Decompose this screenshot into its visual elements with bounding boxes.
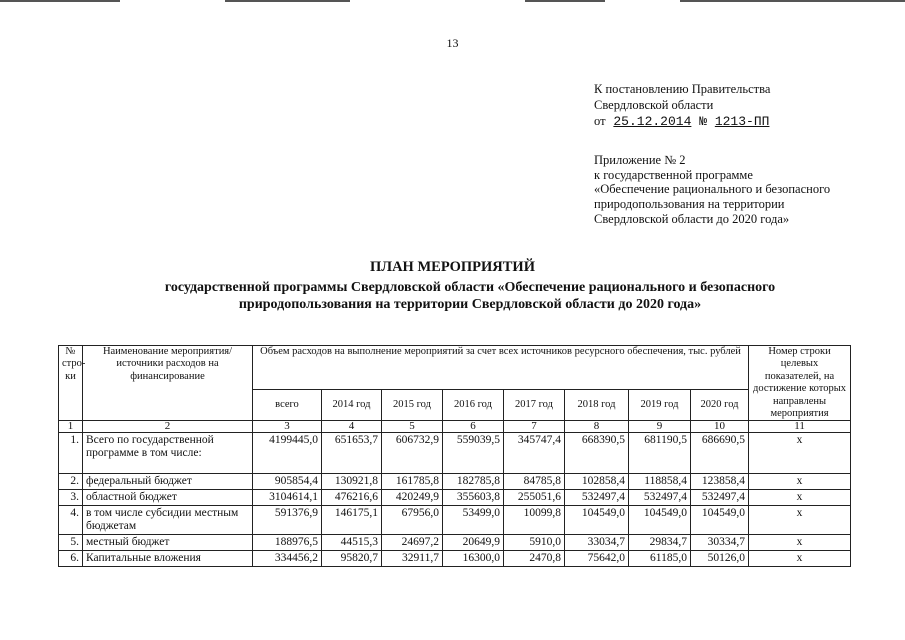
row-value: 146175,1 bbox=[322, 506, 382, 535]
row-value: 4199445,0 bbox=[253, 433, 322, 474]
table-row bbox=[59, 474, 851, 490]
table-row bbox=[59, 490, 851, 506]
row-name: в том числе субсидии местным бюджетам bbox=[83, 506, 253, 535]
row-value: 559039,5 bbox=[443, 433, 504, 474]
top-edge-line bbox=[680, 0, 905, 2]
row-number: 4. bbox=[59, 506, 83, 535]
row-name: Капитальные вложения bbox=[83, 551, 253, 567]
header-year: 2018 год bbox=[565, 390, 629, 421]
row-value: 130921,8 bbox=[322, 474, 382, 490]
appendix-line: Свердловской области до 2020 года» bbox=[594, 211, 790, 226]
row-value: 532497,4 bbox=[629, 490, 691, 506]
column-number: 9 bbox=[629, 421, 691, 433]
row-value: 104549,0 bbox=[629, 506, 691, 535]
row-name: федеральный бюджет bbox=[83, 474, 253, 490]
row-value: 104549,0 bbox=[565, 506, 629, 535]
row-value: 188976,5 bbox=[253, 535, 322, 551]
row-value: 53499,0 bbox=[443, 506, 504, 535]
resolution-date-line bbox=[594, 113, 770, 130]
appendix-line: к государственной программе bbox=[594, 167, 753, 182]
plan-title: ПЛАН МЕРОПРИЯТИЙ bbox=[370, 259, 535, 275]
row-value: 95820,7 bbox=[322, 551, 382, 567]
row-value: 681190,5 bbox=[629, 433, 691, 474]
header-row-no: № стро-ки bbox=[59, 346, 83, 421]
row-value: 33034,7 bbox=[565, 535, 629, 551]
row-value: 30334,7 bbox=[691, 535, 749, 551]
header-volume: Объем расходов на выполнение мероприятий за счет всех источников ресурсного обеспечения, тыс. рублей bbox=[253, 346, 749, 390]
plan-subtitle: государственной программы Свердловской области «Обеспечение рационального и безопасного природопользования на территории Свердловской области до 2020 года» bbox=[164, 280, 776, 312]
row-value: 44515,3 bbox=[322, 535, 382, 551]
row-value: 355603,8 bbox=[443, 490, 504, 506]
row-target: х bbox=[749, 535, 851, 551]
row-number: 5. bbox=[59, 535, 83, 551]
row-number: 2. bbox=[59, 474, 83, 490]
column-number: 4 bbox=[322, 421, 382, 433]
row-name: Всего по государственной программе в том числе: bbox=[83, 433, 253, 474]
resolution-line: Свердловской области bbox=[594, 98, 714, 112]
top-edge-line bbox=[225, 0, 350, 2]
row-value: 686690,5 bbox=[691, 433, 749, 474]
row-target: х bbox=[749, 551, 851, 567]
row-value: 61185,0 bbox=[629, 551, 691, 567]
row-value: 84785,8 bbox=[504, 474, 565, 490]
row-value: 10099,8 bbox=[504, 506, 565, 535]
row-value: 345747,4 bbox=[504, 433, 565, 474]
row-value: 50126,0 bbox=[691, 551, 749, 567]
header-total: всего bbox=[253, 390, 322, 421]
row-value: 255051,6 bbox=[504, 490, 565, 506]
row-number: 1. bbox=[59, 433, 83, 474]
row-value: 2470,8 bbox=[504, 551, 565, 567]
header-name: Наименование мероприятия/источники расходов на финансирование bbox=[83, 346, 253, 421]
row-value: 24697,2 bbox=[382, 535, 443, 551]
row-name: местный бюджет bbox=[83, 535, 253, 551]
row-value: 75642,0 bbox=[565, 551, 629, 567]
row-value: 420249,9 bbox=[382, 490, 443, 506]
column-number: 2 bbox=[83, 421, 253, 433]
row-target: х bbox=[749, 474, 851, 490]
row-value: 67956,0 bbox=[382, 506, 443, 535]
header-year: 2020 год bbox=[691, 390, 749, 421]
header-year: 2017 год bbox=[504, 390, 565, 421]
row-value: 104549,0 bbox=[691, 506, 749, 535]
date-label: от bbox=[594, 114, 606, 128]
row-value: 123858,4 bbox=[691, 474, 749, 490]
table-row bbox=[59, 433, 851, 474]
row-number: 6. bbox=[59, 551, 83, 567]
top-edge-line bbox=[0, 0, 120, 2]
table-row bbox=[59, 551, 851, 567]
resolution-block bbox=[594, 81, 770, 130]
row-number: 3. bbox=[59, 490, 83, 506]
row-value: 532497,4 bbox=[691, 490, 749, 506]
appendix-block bbox=[594, 153, 830, 227]
column-number: 11 bbox=[749, 421, 851, 433]
row-value: 591376,9 bbox=[253, 506, 322, 535]
appendix-line: Приложение № 2 bbox=[594, 153, 686, 167]
row-value: 102858,4 bbox=[565, 474, 629, 490]
column-number: 5 bbox=[382, 421, 443, 433]
row-value: 5910,0 bbox=[504, 535, 565, 551]
row-value: 161785,8 bbox=[382, 474, 443, 490]
row-value: 16300,0 bbox=[443, 551, 504, 567]
row-name: областной бюджет bbox=[83, 490, 253, 506]
header-year: 2019 год bbox=[629, 390, 691, 421]
row-value: 651653,7 bbox=[322, 433, 382, 474]
column-number: 7 bbox=[504, 421, 565, 433]
row-target: х bbox=[749, 490, 851, 506]
row-value: 905854,4 bbox=[253, 474, 322, 490]
table-row bbox=[59, 535, 851, 551]
column-number: 1 bbox=[59, 421, 83, 433]
header-target: Номер строки целевых показателей, на достижение которых направлены мероприятия bbox=[749, 346, 851, 421]
column-numbers-row bbox=[59, 421, 851, 433]
page-number: 13 bbox=[446, 36, 459, 50]
table-row bbox=[59, 506, 851, 535]
row-target: х bbox=[749, 506, 851, 535]
row-value: 3104614,1 bbox=[253, 490, 322, 506]
row-value: 476216,6 bbox=[322, 490, 382, 506]
column-number: 6 bbox=[443, 421, 504, 433]
resolution-line: К постановлению Правительства bbox=[594, 82, 771, 96]
plan-table bbox=[58, 345, 851, 567]
header-year: 2015 год bbox=[382, 390, 443, 421]
row-value: 532497,4 bbox=[565, 490, 629, 506]
resolution-date: 25.12.2014 bbox=[613, 114, 692, 129]
row-value: 32911,7 bbox=[382, 551, 443, 567]
row-value: 182785,8 bbox=[443, 474, 504, 490]
resolution-number: 1213-ПП bbox=[714, 114, 770, 129]
row-value: 606732,9 bbox=[382, 433, 443, 474]
row-value: 118858,4 bbox=[629, 474, 691, 490]
column-number: 3 bbox=[253, 421, 322, 433]
appendix-line: «Обеспечение рационального и безопасного bbox=[594, 182, 831, 197]
appendix-line: природопользования на территории bbox=[594, 197, 785, 212]
column-number: 8 bbox=[565, 421, 629, 433]
header-year: 2014 год bbox=[322, 390, 382, 421]
row-value: 668390,5 bbox=[565, 433, 629, 474]
column-number: 10 bbox=[691, 421, 749, 433]
top-edge-line bbox=[525, 0, 605, 2]
row-value: 334456,2 bbox=[253, 551, 322, 567]
row-value: 20649,9 bbox=[443, 535, 504, 551]
header-year: 2016 год bbox=[443, 390, 504, 421]
row-value: 29834,7 bbox=[629, 535, 691, 551]
row-target: х bbox=[749, 433, 851, 474]
number-label: № bbox=[699, 114, 708, 129]
